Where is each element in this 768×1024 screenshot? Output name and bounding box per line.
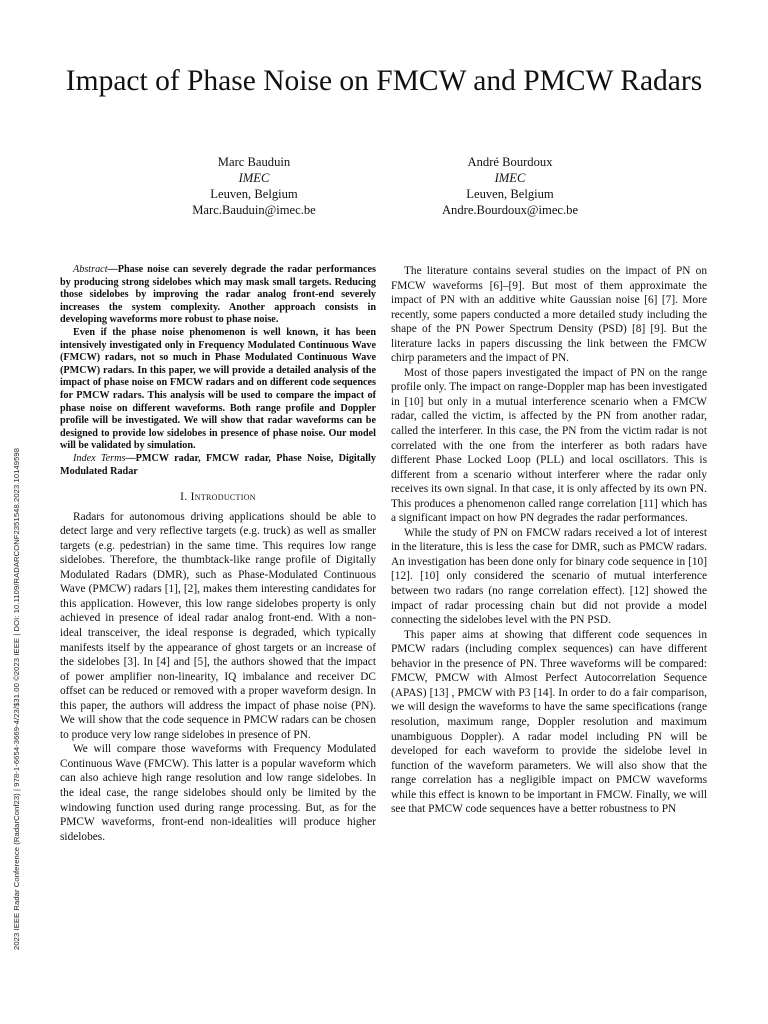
left-column [60, 264, 376, 844]
author-location: Leuven, Belgium [210, 187, 298, 201]
author-affiliation: IMEC [494, 171, 526, 185]
author-name: André Bourdoux [467, 155, 553, 169]
right-column [391, 264, 707, 817]
author-block-2 [380, 154, 640, 218]
author-affiliation: IMEC [238, 171, 270, 185]
body-paragraph: Radars for autonomous driving applications should be able to detect large and very reflective targets (e.g. truck) as well as smaller targets (e.g. pedestrian) in the same time. This requires low range sidelobes. Therefore, the thumbtack-like range profile of Digitally Modulated Radars (DMR), such as Phase-Modulated Continuous Wave (PMCW) radars [1], [2], makes them interesting candidates for this application. However, this low range sidelobes property is only achieved in presence of ideal radar analog front-end. With a non-ideal transceiver, the ideal response is degraded, which typically manifests itself by the appearance of ghost targets or an increase of the sidelobes [3]. In [4] and [5], the authors showed that the impact of power amplifier non-linearity, IQ imbalance and receiver DC offset can be reduced or removed with a proper waveform design. In this paper, the authors will address the impact of phase noise (PN). We will show that the code sequence in PMCW radars can be chosen to produce very low range sidelobes in presence of PN. [60, 510, 376, 741]
author-email: Marc.Bauduin@imec.be [192, 203, 316, 217]
abstract [60, 264, 376, 453]
body-paragraph: Most of those papers investigated the impact of PN on the range profile only. The impact on range-Doppler map has been investigated in [10] but only in a mutual interference scenario when a FMCW radar, called the victim, is affected by the PN from another radar, called the interferer. In this case, the PN from the victim radar is not correlated with the one from the interferer as both radars have different Phase Locked Loop (PLL) and local oscillators. This is different from a scenario without interferer where the radar only receives its own signal. In that case, it is only affected by its own PN. This produces a phenomenon called range correlation [11] which has a significant impact on how PN degrades the radar performances. [391, 366, 707, 525]
section-number: I. [180, 491, 188, 504]
abstract-paragraph: Even if the phase noise phenomenon is well known, it has been intensively investigated only in Frequency Modulated Continuous Wave (FMCW) radars, not so much in Phase Modulated Continuous Wave (PMCW) radars. In this paper, we will provide a detailed analysis of the impact of phase noise on FMCW radars and on different code sequences for PMCW radars. This analysis will be used to compare the impact of phase noise on different waveforms. Both range profile and Doppler profile will be investigated. We will show that radar waveforms can be designed to provide low sidelobes in presence of phase noise. Our model will be validated by simulation. [60, 326, 376, 452]
abstract-text: —Phase noise can severely degrade the radar performances by producing strong sidelobes which may mask small targets. Reducing those sidelobes by improving the radar analog front-end severely increases the system complexity. Another approach consists in developing waveforms more robust to phase noise. [60, 264, 376, 326]
abstract-paragraph [60, 264, 376, 327]
index-terms [60, 453, 376, 478]
section-title: Introduction [190, 491, 256, 504]
body-paragraph: This paper aims at showing that different code sequences in PMCW radars (including complex sequences) can have different behavior in the presence of PN. Three waveforms will be compared: FMCW, PMCW with Almost Perfect Autocorrelation Sequence (APAS) [13] , PMCW with P3 [14]. In order to do a fair comparison, we will design the waveforms to have the same specifications (range resolution, maximum range, Doppler resolution and maximum unambiguous Doppler). A radar model including PN will be developed for each waveform to provide the sidelobe level in function of the waveform parameters. We will also show that the range correlation has a negligible impact on PMCW waveforms while this effect is known to be important in FMCW. Finally, we will see that PMCW code sequences have a better robustness to PN [391, 628, 707, 816]
abstract-lead: Abstract [73, 264, 108, 275]
paper-title: Impact of Phase Noise on FMCW and PMCW Radars [65, 65, 703, 97]
body-paragraph: While the study of PN on FMCW radars received a lot of interest in the literature, this is less the case for DMR, such as PMCW radars. An investigation has been done only for binary code sequence in [10] [12]. [10] only considered the scenario of mutual interference between two radars (no range correlation effect). [12] showed the impact of radar processing chain but did not provide a model connecting the sidelobes level with the PN PSD. [391, 526, 707, 627]
vertical-sidebar-citation: 2023 IEEE Radar Conference (RadarConf23) | 978-1-6654-3669-4/23/$31.00 ©2023 IEEE | DOI: 10.1109/RADARCONF2351548.2023.10149598 [12, 447, 21, 950]
author-location: Leuven, Belgium [466, 187, 554, 201]
index-terms-lead: Index Terms [73, 452, 126, 464]
index-terms-text: —PMCW radar, FMCW radar, Phase Noise, Digitally Modulated Radar [60, 452, 376, 477]
body-paragraph: We will compare those waveforms with Frequency Modulated Continuous Wave (FMCW). This latter is a popular waveform which can also achieve high range resolution and low range sidelobes. In the ideal case, the range sidelobes should only be limited by the windowing function used during range processing. But, as for the PMCW waveforms, front-end non-idealities will produce higher sidelobes. [60, 743, 376, 843]
section-heading [60, 490, 376, 505]
author-name: Marc Bauduin [217, 155, 291, 169]
author-block-1 [124, 154, 384, 218]
author-email: Andre.Bourdoux@imec.be [441, 203, 579, 217]
body-paragraph: The literature contains several studies on the impact of PN on FMCW waveforms [6]–[9]. But most of them approximate the impact of PN with an additive white Gaussian noise [6] [7]. More recently, some papers conducted a more detailed study including the shape of the PN Power Spectrum Density (PSD) [8] [9]. But the literature lacks in papers discussing the link between the FMCW chirp parameters and the impact of PN. [391, 265, 707, 365]
